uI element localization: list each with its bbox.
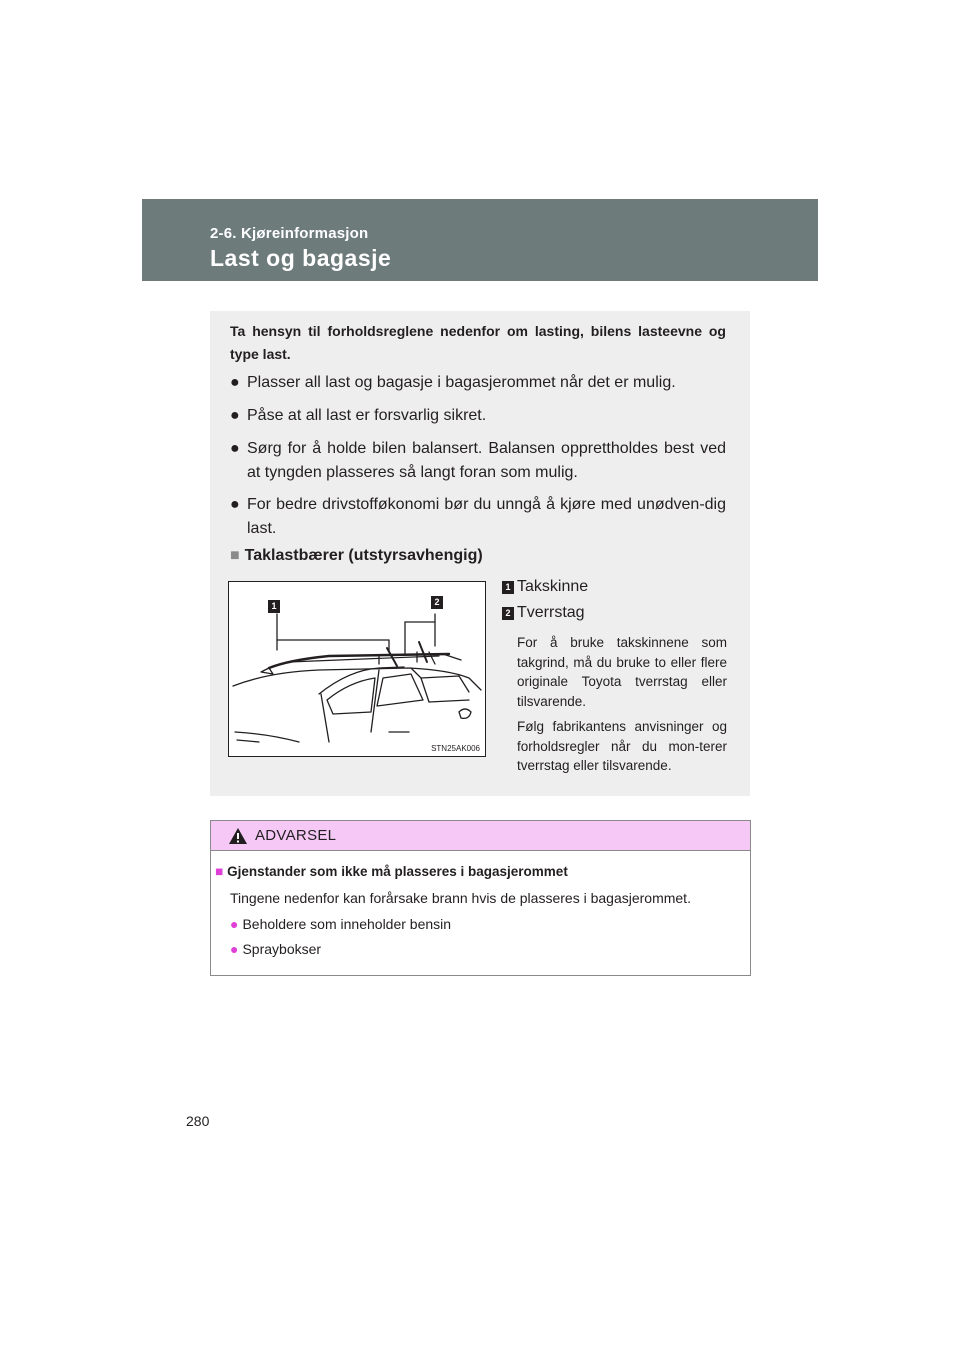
key-item-takskinne: 1 Takskinne (502, 578, 588, 596)
bullet-item: ● Plasser all last og bagasje i bagasjerommet når det er mulig. (230, 371, 726, 395)
callout-2: 2 (431, 596, 443, 609)
bullet-dot-icon: ● (230, 440, 240, 457)
figure-code: STN25AK006 (431, 744, 480, 753)
bullet-item: ● Påse at all last er forsvarlig sikret. (230, 404, 726, 428)
warning-triangle-icon (228, 827, 248, 845)
bullet-dot-icon: ● (230, 407, 240, 424)
info-box (210, 311, 750, 796)
page-title: Last og bagasje (210, 245, 392, 271)
side-note: Følg fabrikantens anvisninger og forholdsregler når du mon-terer tverrstag eller tilsvarende. (517, 719, 727, 773)
warning-box (210, 820, 751, 976)
side-note: For å bruke takskinnene som takgrind, må du bruke to eller flere originale Toyota tverrstag eller tilsvarende. (517, 635, 727, 709)
warning-title: ■ Gjenstander som ikke må plasseres i bagasjerommet (215, 864, 568, 879)
warning-item: ● Beholdere som inneholder bensin (230, 916, 452, 932)
roof-rack-illustration (228, 581, 486, 757)
bullet-dot-icon: ● (230, 374, 240, 391)
bullet-item: ● For bedre drivstofføkonomi bør du unngå å kjøre med unødven-dig last. (230, 493, 726, 541)
square-bullet-icon: ■ (215, 864, 224, 879)
warning-item: ● Spraybokser (230, 941, 322, 957)
page-number: 280 (186, 1113, 210, 1129)
warning-text: Tingene nedenfor kan forårsake brann hvis de plasseres i bagasjerommet. (230, 890, 691, 906)
bullet-item: ● Sørg for å holde bilen balansert. Balansen opprettholdes best ved at tyngden plasseres så langt foran som mulig. (230, 437, 726, 485)
chapter-header (142, 199, 818, 281)
subheading: ■ Taklastbærer (utstyrsavhengig) (230, 547, 483, 564)
warning-label: ADVARSEL (255, 827, 337, 844)
bullet-dot-icon: ● (230, 941, 239, 957)
square-bullet-icon: ■ (230, 547, 240, 564)
key-item-tverrstag: 2 Tverrstag (502, 604, 585, 622)
intro-text: Ta hensyn til forholdsreglene nedenfor om lasting, bilens lasteevne og type last. (230, 323, 726, 362)
callout-1: 1 (268, 600, 280, 613)
section-label: 2-6. Kjøreinformasjon (210, 225, 369, 242)
bullet-dot-icon: ● (230, 916, 239, 932)
warning-header (211, 821, 750, 851)
bullet-dot-icon: ● (230, 496, 240, 513)
